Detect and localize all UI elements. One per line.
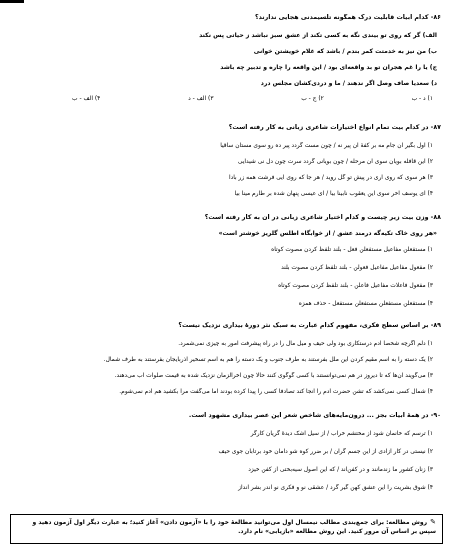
q88-option-1[interactable]: ۱) مستفعلن مفاعیل مستفعلن فعل - بلند تلفظ کردن مصوت کوتاه (271, 247, 433, 253)
question-87 (12, 124, 441, 198)
study-tip-box (10, 514, 443, 544)
q90-option-1[interactable]: ۱) ترسم که خانمان شود از مختشم خراب / از سیل اشک دیدهٔ گریان کارگر (250, 431, 433, 437)
q87-option-1[interactable]: ۱) اول بگیر آن جام مه بر کفهٔ آن پیر نه / چون مست گردد پیر ده رو سوی مستان ساقیا (220, 143, 433, 149)
q86-item-d: د) سعدیا صاف وصل اگر ندهند / ما و دردی‌کشان مجلس درد (260, 80, 437, 87)
q90-option-2[interactable]: ۲) نیستی در کار آزادی از این جسم گران / بر ضرر کوه شو دامان خود برتابان جوی حیف (218, 449, 433, 455)
q88-verse: «هر روی خاک تکیه‌گه درمند عشق / از خوابگاه اطلس گلریز خوشتر است» (218, 230, 437, 237)
pen-icon: ✎ (430, 518, 436, 526)
q88-option-3[interactable]: ۳) مفعول فاعلات مفاعیل فاعلن - بلند تلفظ کردن مصوت کوتاه (278, 283, 433, 289)
q87-option-3[interactable]: ۳) هر سوی که روی آری در پیش تو گل روید / هر جا که روی آیی فرشت همه زر بادا (228, 175, 433, 181)
q86-option-2[interactable]: ۲) ج - ب (301, 96, 324, 102)
question-86-title: ۸۶- کدام ابیات قابلیت درک همگونه تلسیمدنی هجایی ندارند؟ (255, 14, 441, 21)
q86-option-3[interactable]: ۳) الف - د (188, 96, 214, 102)
q89-option-1[interactable]: ۱) دلم اگرچه شخصاً آدم درستکاری بود ولی حیف و میل مال را در راه پیشرفت امور به چیزی نمی‌شمرد. (178, 341, 433, 347)
q87-option-2[interactable]: ۲) این قافله بویان سوی آن مرحله / چون بویانی گردد سرت چون دل نی شیدایی (237, 159, 433, 165)
question-86 (12, 14, 441, 102)
q86-item-a: الف) گر که روی تو بیندی نگه به کسی تکند از عشق سبز نباشد ز حیاتی پس نکند (199, 32, 437, 39)
question-87-title: ۸۷- در کدام بیت تمام انواع اختیارات شاعری زبانی به کار رفته است؟ (228, 124, 441, 131)
q89-option-3[interactable]: ۳) می‌گویند آن‌ها که تا دیروز در هم نمی‌توانستند با کسی گوگوی کنند حالا چون آخرالزمان نزدیک شده به قیمت صلوات آب می‌دهند. (114, 373, 433, 379)
top-bar (0, 0, 453, 8)
question-88 (12, 214, 441, 308)
q90-option-4[interactable]: ۴) شوق بشریت را این عشق کهن گیر گرد / عشقی نو و فکری نو اندر بشر انداز (238, 485, 433, 491)
q88-option-2[interactable]: ۲) مفعول مفاعیل مفاعیل فعولن - بلند تلفظ کردن مصوت بلند (281, 265, 433, 271)
question-90-title: ۹۰- در همهٔ ابیات بجز ... درون‌مایه‌های شاخص شعر این عصر بیداری مشهود است. (188, 412, 441, 419)
question-89-title: ۸۹- بر اساس سطح فکری، مفهوم کدام عبارت به سبک نثر دورهٔ بیداری نزدیک نیست؟ (178, 322, 441, 329)
q86-option-1[interactable]: ۱) د - ب (411, 96, 433, 102)
q86-options (12, 96, 441, 102)
study-tip-text: روش مطالعه: برای جمع‌بندی مطالب نیمسال اول می‌توانید مطالعهٔ خود را با «آزمون دادن» آغاز کنید؛ به عبارت دیگر اول آزمون دهید و سپس بر اساس آن مرور کنید. این روش مطالعه «بازیابی» نام دارد. (32, 519, 436, 535)
question-88-title: ۸۸- وزن بیت زیر چیست و کدام اختیار شاعری زبانی در آن به کار رفته است؟ (204, 214, 441, 221)
q88-option-4[interactable]: ۴) مستفعلن مستفعلن مستفعلن مستفعل - حذف همزه (298, 301, 433, 307)
q86-item-b: ب) من نیز به خدمتت کمر بندم / باشد که غلام خویشتن خوانی (253, 48, 437, 55)
q86-item-c: ج) یا را غم هجران تو بد واقعه‌ای بود / این واقعه را چاره و تدبیر چه باشد (220, 64, 437, 71)
top-edge-mark (0, 0, 24, 3)
q90-option-3[interactable]: ۳) زنان کشور ما زندمانند و در کفن‌اند / که این اصول سیه‌بختی از کفن خیزد (248, 467, 433, 473)
q87-option-4[interactable]: ۴) ای یوسف آخر سوی این یعقوب نابینا بیا / ای عیسی پنهان شده بر طارم مینا بیا (234, 191, 433, 197)
q89-option-4[interactable]: ۴) شمال کسی نمی‌کشد که تشن حضرت آدم را آنجا کند تصادفاً کسی را پیدا کرده بودند اما می‌گفت مرا بکشید هم آدم نمی‌شوم. (119, 389, 433, 395)
q86-option-4[interactable]: ۴) الف - ب (72, 96, 101, 102)
question-89 (12, 322, 441, 396)
q89-option-2[interactable]: ۲) یک دسته را به اسم مقیم کردن این ملل بفرستند به طرف جنوب و یک دسته را هم به اسم تسخیر آذربایجان بفرستند به طرف شمال. (103, 357, 433, 363)
question-90 (12, 412, 441, 492)
